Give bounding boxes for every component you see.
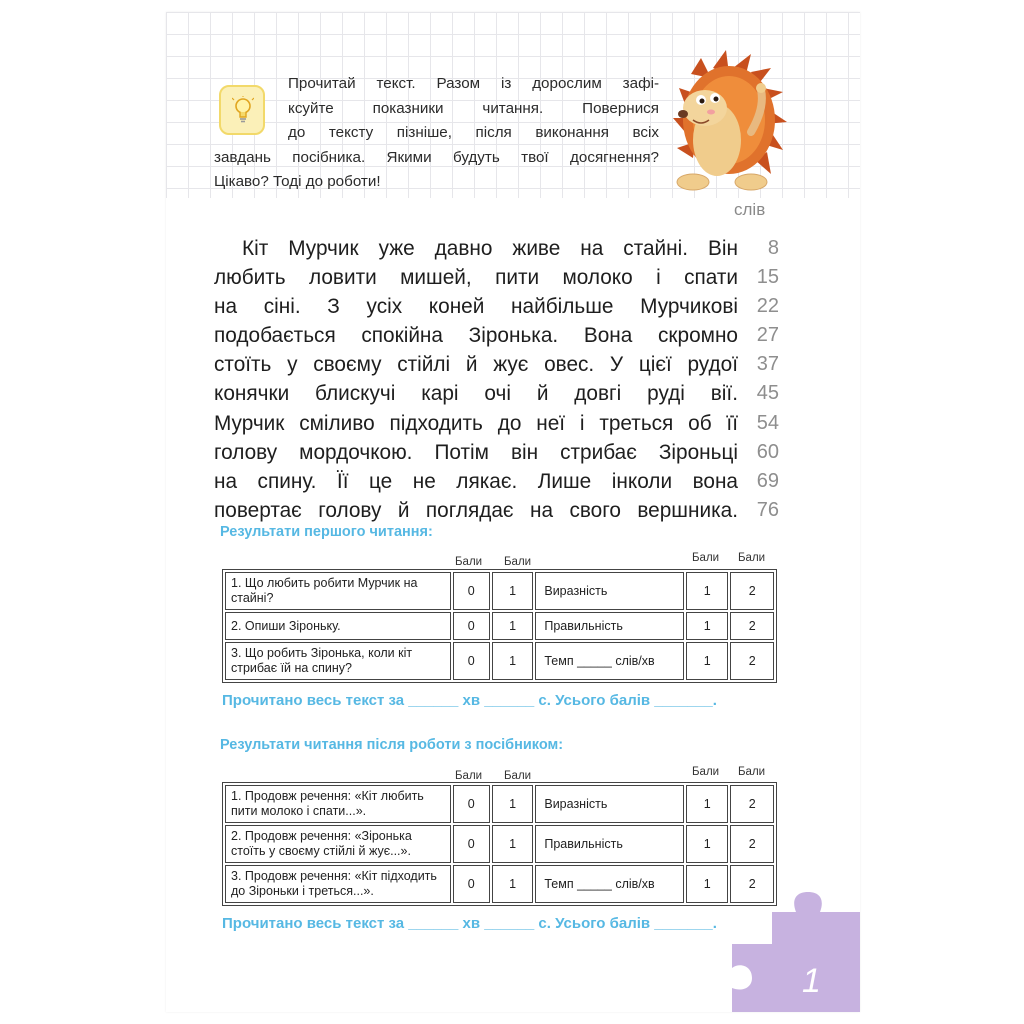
score-header: Бали [738, 552, 766, 564]
story-text [214, 234, 738, 525]
score-cell: 2 [730, 865, 774, 903]
score-cell: 1 [492, 825, 533, 863]
page-number: 1 [802, 962, 821, 1000]
second-reading-table [222, 782, 777, 906]
story-line: конячки блискучі карі очі й довгі руді вії. [214, 382, 738, 406]
story-line: Мурчик сміливо підходить до неї і треться об її [214, 411, 738, 435]
story-line: стоїть у своєму стійлі й жує овес. У цієї рудої [214, 353, 738, 377]
intro-line: завдань посібника. Якими будуть твої досягнення? [214, 148, 659, 166]
word-count: 8 [767, 237, 779, 259]
score-cell: 0 [453, 785, 490, 823]
score-cell: 2 [730, 612, 774, 640]
story-line: любить ловити мишей, пити молоко і спати [214, 266, 738, 290]
question-cell: 3. Продовж речення: «Кіт підходить до Зіроньки і треться...». [225, 865, 451, 903]
score-cell: 0 [453, 612, 490, 640]
story-line: голову мордочкою. Потім він стрибає Зіроньці [214, 440, 738, 464]
criterion-cell: Виразність [535, 785, 684, 823]
score-header: Бали [738, 766, 766, 778]
score-header: Бали [504, 770, 532, 782]
intro-instructions [214, 72, 659, 195]
score-cell: 1 [686, 572, 728, 610]
score-cell: 1 [492, 865, 533, 903]
score-cell: 1 [686, 825, 728, 863]
workbook-page [166, 12, 860, 1012]
table-row [225, 642, 774, 680]
score-cell: 1 [492, 572, 533, 610]
word-count: 54 [756, 411, 779, 434]
score-cell: 2 [730, 825, 774, 863]
score-cell: 2 [730, 642, 774, 680]
score-header: Бали [455, 556, 483, 568]
word-count-label: слів [734, 200, 766, 219]
hedgehog-illustration [671, 48, 791, 198]
word-count: 15 [756, 266, 779, 289]
score-cell: 1 [686, 865, 728, 903]
question-cell: 1. Продовж речення: «Кіт любить пити молоко і спати...». [225, 785, 451, 823]
table-row [225, 785, 774, 823]
table-row [225, 825, 774, 863]
score-cell: 1 [492, 642, 533, 680]
criterion-cell: Темп _____ слів/хв [535, 865, 684, 903]
score-header: Бали [692, 766, 720, 778]
word-count: 37 [756, 353, 779, 376]
story-line: на сіні. З усіх коней найбільше Мурчикові [214, 295, 738, 319]
score-cell: 0 [453, 572, 490, 610]
second-reading-summary: Прочитано весь текст за ______ хв ______ с. Усього балів _______. [222, 915, 717, 932]
score-cell: 1 [492, 612, 533, 640]
criterion-cell: Виразність [535, 572, 684, 610]
question-cell: 2. Опиши Зіроньку. [225, 612, 451, 640]
score-cell: 1 [492, 785, 533, 823]
word-count: 69 [756, 469, 779, 492]
score-cell: 0 [453, 642, 490, 680]
story-line: подобається спокійна Зіронька. Вона скромно [214, 324, 738, 348]
word-count: 60 [756, 440, 779, 463]
question-cell: 2. Продовж речення: «Зіронька стоїть у своєму стійлі й жує...». [225, 825, 451, 863]
criterion-cell: Правильність [535, 612, 684, 640]
first-reading-table [222, 569, 777, 683]
table-row [225, 572, 774, 610]
score-cell: 2 [730, 785, 774, 823]
score-cell: 0 [453, 825, 490, 863]
table-row [225, 612, 774, 640]
score-cell: 0 [453, 865, 490, 903]
puzzle-piece [732, 888, 860, 1012]
intro-line: до тексту пізніше, після виконання всіх [288, 124, 659, 142]
second-reading-title: Результати читання після роботи з посібником: [220, 737, 564, 753]
table-row [225, 865, 774, 903]
word-count: 76 [756, 498, 779, 521]
score-cell: 1 [686, 785, 728, 823]
score-cell: 1 [686, 642, 728, 680]
word-count: 27 [756, 324, 779, 347]
first-reading-title: Результати першого читання: [220, 524, 433, 540]
first-reading-summary: Прочитано весь текст за ______ хв ______ с. Усього балів _______. [222, 692, 717, 709]
intro-line: ксуйте показники читання. Повернися [288, 99, 659, 117]
criterion-cell: Темп _____ слів/хв [535, 642, 684, 680]
word-count: 22 [756, 295, 779, 318]
question-cell: 1. Що любить робити Мурчик на стайні? [225, 572, 451, 610]
story-line: на спину. Її це не лякає. Лише інколи вона [214, 469, 738, 493]
score-cell: 1 [686, 612, 728, 640]
story-line: Кіт Мурчик уже давно живе на стайні. Він [242, 237, 738, 260]
word-count: 45 [756, 382, 779, 405]
criterion-cell: Правильність [535, 825, 684, 863]
intro-line: Цікаво? Тоді до роботи! [214, 173, 381, 191]
word-counts [744, 234, 779, 525]
score-cell: 2 [730, 572, 774, 610]
question-cell: 3. Що робить Зіронька, коли кіт стрибає їй на спину? [225, 642, 451, 680]
intro-line: Прочитай текст. Разом із дорослим зафі- [288, 75, 659, 92]
story-line: повертає голову й поглядає на свого вершника. [214, 498, 738, 522]
score-header: Бали [692, 552, 720, 564]
score-header: Бали [455, 770, 483, 782]
score-header: Бали [504, 556, 532, 568]
